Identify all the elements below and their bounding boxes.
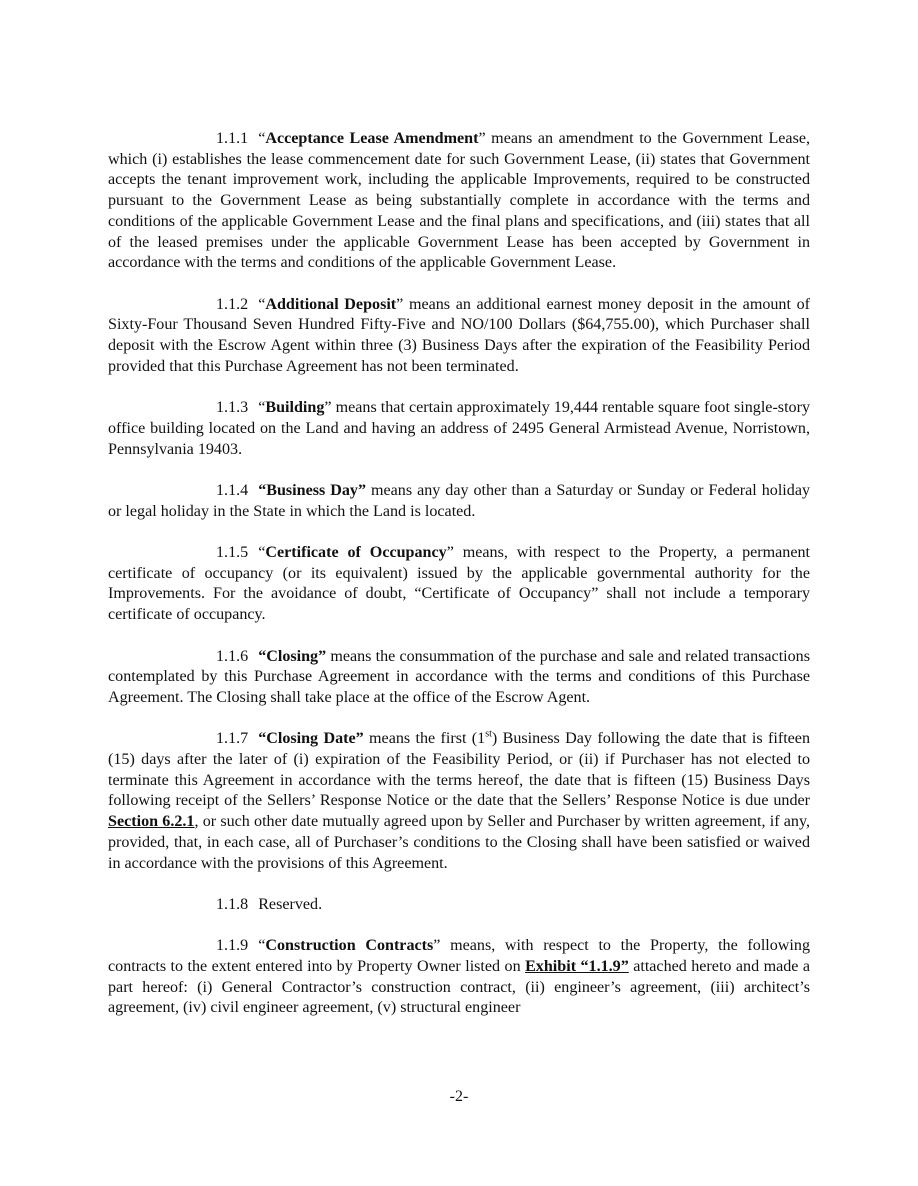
definition-text: , or such other date mutually agreed upon by Seller and Purchaser by written agreement, if any, provided, that, in each case, all of Purchaser’s conditions to the Closing shall have been satisfied or waived in accordance with the provisions of this Agreement. — [108, 813, 810, 872]
section-number: 1.1.7 — [216, 730, 249, 748]
definition-acceptance-lease-amendment — [108, 129, 810, 274]
definition-building — [108, 398, 810, 460]
defined-term: Construction Contracts — [265, 937, 434, 955]
definition-additional-deposit — [108, 295, 810, 378]
definition-certificate-of-occupancy — [108, 543, 810, 626]
close-quote: ” — [396, 295, 404, 313]
open-quote: “ — [258, 937, 266, 955]
definition-text: means the consummation of the purchase and sale and related transactions contemplated by this Purchase Agreement in accordance with the terms and conditions of this Purchase Agreement. The Closing shall take place at the office of the Escrow Agent. — [108, 647, 810, 706]
page-number: -2- — [449, 1088, 469, 1105]
section-reference: Section 6.2.1 — [108, 813, 195, 831]
open-quote: “ — [258, 544, 266, 561]
close-quote: ” — [446, 544, 454, 561]
open-quote: “ — [258, 130, 266, 147]
definition-text: means an amendment to the Government Lease, which (i) establishes the lease commencement date for such Government Lease, (ii) states that Government accepts the tenant improvement work, including the applicable Improvements, required to be constructed pursuant to the Government Lease as being substantially complete in accordance with the terms and conditions of the applicable Government Lease and the final plans and specifications, and (iii) states that all of the leased premises under the applicable Government Lease has been accepted by Government in accordance with the terms and conditions of the applicable Government Lease. — [108, 130, 811, 272]
definition-text: attached hereto and made a part hereof: (i) General Contractor’s construction contract, (ii) engineer’s agreement, (iii) architect’s agreement, (iv) civil engineer agreement, (v) structural engineer — [108, 958, 810, 1017]
defined-term: “Closing” — [258, 647, 327, 665]
definition-text: means, with respect to the Property, the following contracts to the extent entered into by Property Owner listed on — [108, 937, 810, 975]
defined-term: Additional Deposit — [265, 295, 397, 313]
definition-business-day — [108, 481, 810, 522]
section-number: 1.1.1 — [216, 130, 249, 147]
close-quote: ” — [433, 937, 441, 955]
exhibit-reference: Exhibit “1.1.9” — [525, 958, 629, 975]
definition-text: means, with respect to the Property, a permanent certificate of occupancy (or its equivalent) issued by the applicable governmental authority for the Improvements. For the avoidance of doubt, “Certificate of Occupancy” shall not include a temporary certificate of occupancy. — [108, 544, 810, 624]
definition-closing — [108, 647, 810, 709]
section-number: 1.1.5 — [216, 544, 249, 561]
section-number: 1.1.4 — [216, 481, 249, 499]
definition-reserved — [108, 895, 810, 916]
defined-term: Certificate of Occupancy — [265, 544, 447, 561]
open-quote: “ — [258, 399, 266, 417]
definition-construction-contracts — [108, 936, 810, 1019]
close-quote: ” — [478, 130, 486, 147]
definition-text: means that certain approximately 19,444 rentable square foot single-story office building located on the Land and having an address of 2495 General Armistead Avenue, Norristown, Pennsylvania 19403. — [108, 399, 810, 458]
section-number: 1.1.2 — [216, 295, 249, 313]
definition-text: means any day other than a Saturday or Sunday or Federal holiday or legal holiday in the State in which the Land is located. — [108, 481, 811, 520]
section-number: 1.1.9 — [216, 937, 249, 955]
defined-term: Building — [265, 399, 325, 417]
definition-text: means the first (1 — [363, 730, 486, 748]
defined-term: “Business Day” — [258, 481, 367, 499]
ordinal-superscript: st — [485, 728, 492, 740]
section-number: 1.1.6 — [216, 647, 249, 665]
defined-term: Acceptance Lease Amendment — [265, 130, 479, 147]
open-quote: “ — [258, 295, 266, 313]
document-body — [108, 129, 810, 1019]
definition-text: ) Business Day following the date that is fifteen (15) days after the later of (i) expiration of the Feasibility Period, or (ii) if Purchaser has not elected to terminate this Agreement in accordance with the terms hereof, the date that is fifteen (15) Business Days following receipt of the Sellers’ Response Notice or the date that the Sellers’ Response Notice is due under — [108, 730, 810, 810]
close-quote: ” — [324, 399, 332, 417]
defined-term: “Closing Date” — [258, 730, 364, 748]
section-number: 1.1.3 — [216, 399, 249, 417]
definition-text: Reserved. — [258, 895, 323, 913]
section-number: 1.1.8 — [216, 895, 249, 913]
definition-text: means an additional earnest money deposit in the amount of Sixty-Four Thousand Seven Hundred Fifty-Five and NO/100 Dollars ($64,755.00), which Purchaser shall deposit with the Escrow Agent within three (3) Business Days after the expiration of the Feasibility Period provided that this Purchase Agreement has not been terminated. — [108, 295, 810, 375]
definition-closing-date — [108, 729, 810, 874]
